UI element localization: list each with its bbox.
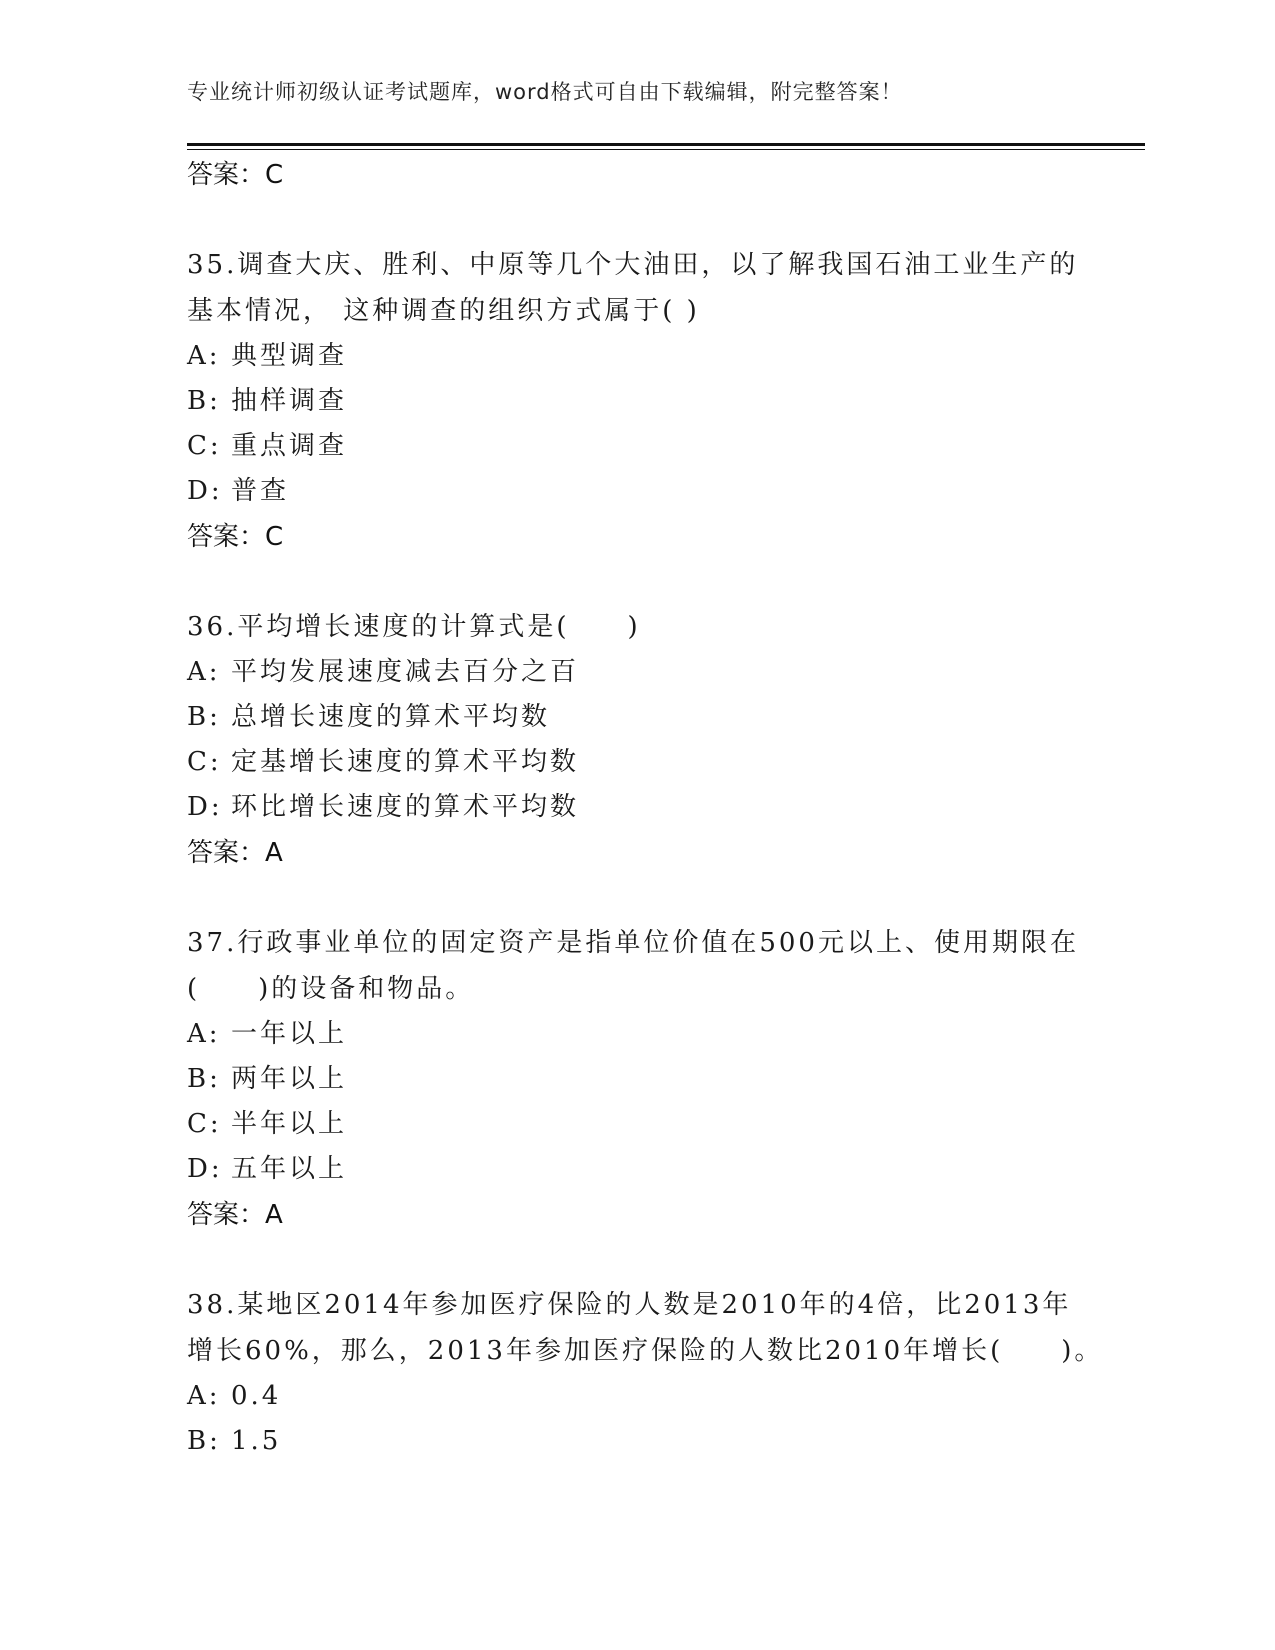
- option-d: [187, 1147, 1087, 1192]
- option-b: [187, 695, 1087, 740]
- spacer: [187, 560, 1087, 604]
- option-letter: A:: [187, 657, 221, 687]
- option-letter: B:: [187, 1426, 221, 1456]
- option-c: [187, 1102, 1087, 1147]
- answer-line: 答案：A: [187, 1200, 283, 1230]
- spacer: [187, 876, 1087, 920]
- spacer: [187, 1238, 1087, 1282]
- option-text: 典型调查: [231, 341, 348, 371]
- header-rule-thin: [187, 149, 1145, 150]
- option-letter: A:: [187, 341, 221, 371]
- option-a: [187, 1374, 1087, 1419]
- question-line: ( )的设备和物品。: [187, 974, 475, 1004]
- option-d: [187, 785, 1087, 830]
- question-line: 37.行政事业单位的固定资产是指单位价值在500元以上、使用期限在: [187, 928, 1079, 958]
- option-text: 一年以上: [231, 1019, 348, 1049]
- option-c: [187, 740, 1087, 785]
- option-letter: B:: [187, 702, 221, 732]
- option-text: 0.4: [231, 1381, 282, 1411]
- option-letter: A:: [187, 1381, 221, 1411]
- option-b: [187, 379, 1087, 424]
- option-text: 重点调查: [231, 431, 348, 461]
- option-d: [187, 469, 1087, 514]
- option-text: 半年以上: [231, 1109, 348, 1139]
- option-text: 抽样调查: [231, 386, 348, 416]
- option-letter: D:: [187, 792, 223, 822]
- option-letter: C:: [187, 431, 222, 461]
- option-text: 环比增长速度的算术平均数: [231, 792, 580, 822]
- option-text: 五年以上: [231, 1154, 348, 1184]
- option-text: 普查: [231, 476, 290, 506]
- option-c: [187, 424, 1087, 469]
- option-letter: D:: [187, 1154, 223, 1184]
- option-letter: B:: [187, 1064, 221, 1094]
- question-block: [187, 604, 1087, 876]
- question-block: [187, 1282, 1104, 1464]
- question-line: 基本情况， 这种调查的组织方式属于( ): [187, 296, 700, 326]
- previous-answer: 答案：C: [187, 160, 284, 190]
- option-letter: D:: [187, 476, 223, 506]
- option-letter: B:: [187, 386, 221, 416]
- header-rule-thick: [187, 143, 1145, 146]
- option-a: [187, 650, 1087, 695]
- answer-line: 答案：A: [187, 838, 283, 868]
- answer-line: 答案：C: [187, 522, 284, 552]
- question-content: [187, 152, 1104, 1464]
- option-a: [187, 1012, 1087, 1057]
- option-b: [187, 1057, 1087, 1102]
- question-line: 35.调查大庆、胜利、中原等几个大油田，以了解我国石油工业生产的: [187, 250, 1079, 280]
- option-text: 1.5: [231, 1426, 282, 1456]
- spacer: [187, 198, 1087, 242]
- option-b: [187, 1419, 1087, 1464]
- option-text: 平均发展速度减去百分之百: [231, 657, 580, 687]
- option-a: [187, 334, 1087, 379]
- question-block: [187, 920, 1087, 1238]
- question-line: 36.平均增长速度的计算式是( ): [187, 612, 641, 642]
- option-letter: C:: [187, 1109, 222, 1139]
- question-line: 38.某地区2014年参加医疗保险的人数是2010年的4倍，比2013年: [187, 1290, 1072, 1320]
- option-text: 两年以上: [231, 1064, 348, 1094]
- option-letter: A:: [187, 1019, 221, 1049]
- question-line: 增长60%，那么，2013年参加医疗保险的人数比2010年增长( )。: [187, 1336, 1104, 1366]
- option-letter: C:: [187, 747, 222, 777]
- question-block: [187, 242, 1087, 560]
- page-header: 专业统计师初级认证考试题库，word格式可自由下载编辑，附完整答案！: [187, 80, 903, 104]
- option-text: 总增长速度的算术平均数: [231, 702, 551, 732]
- option-text: 定基增长速度的算术平均数: [231, 747, 580, 777]
